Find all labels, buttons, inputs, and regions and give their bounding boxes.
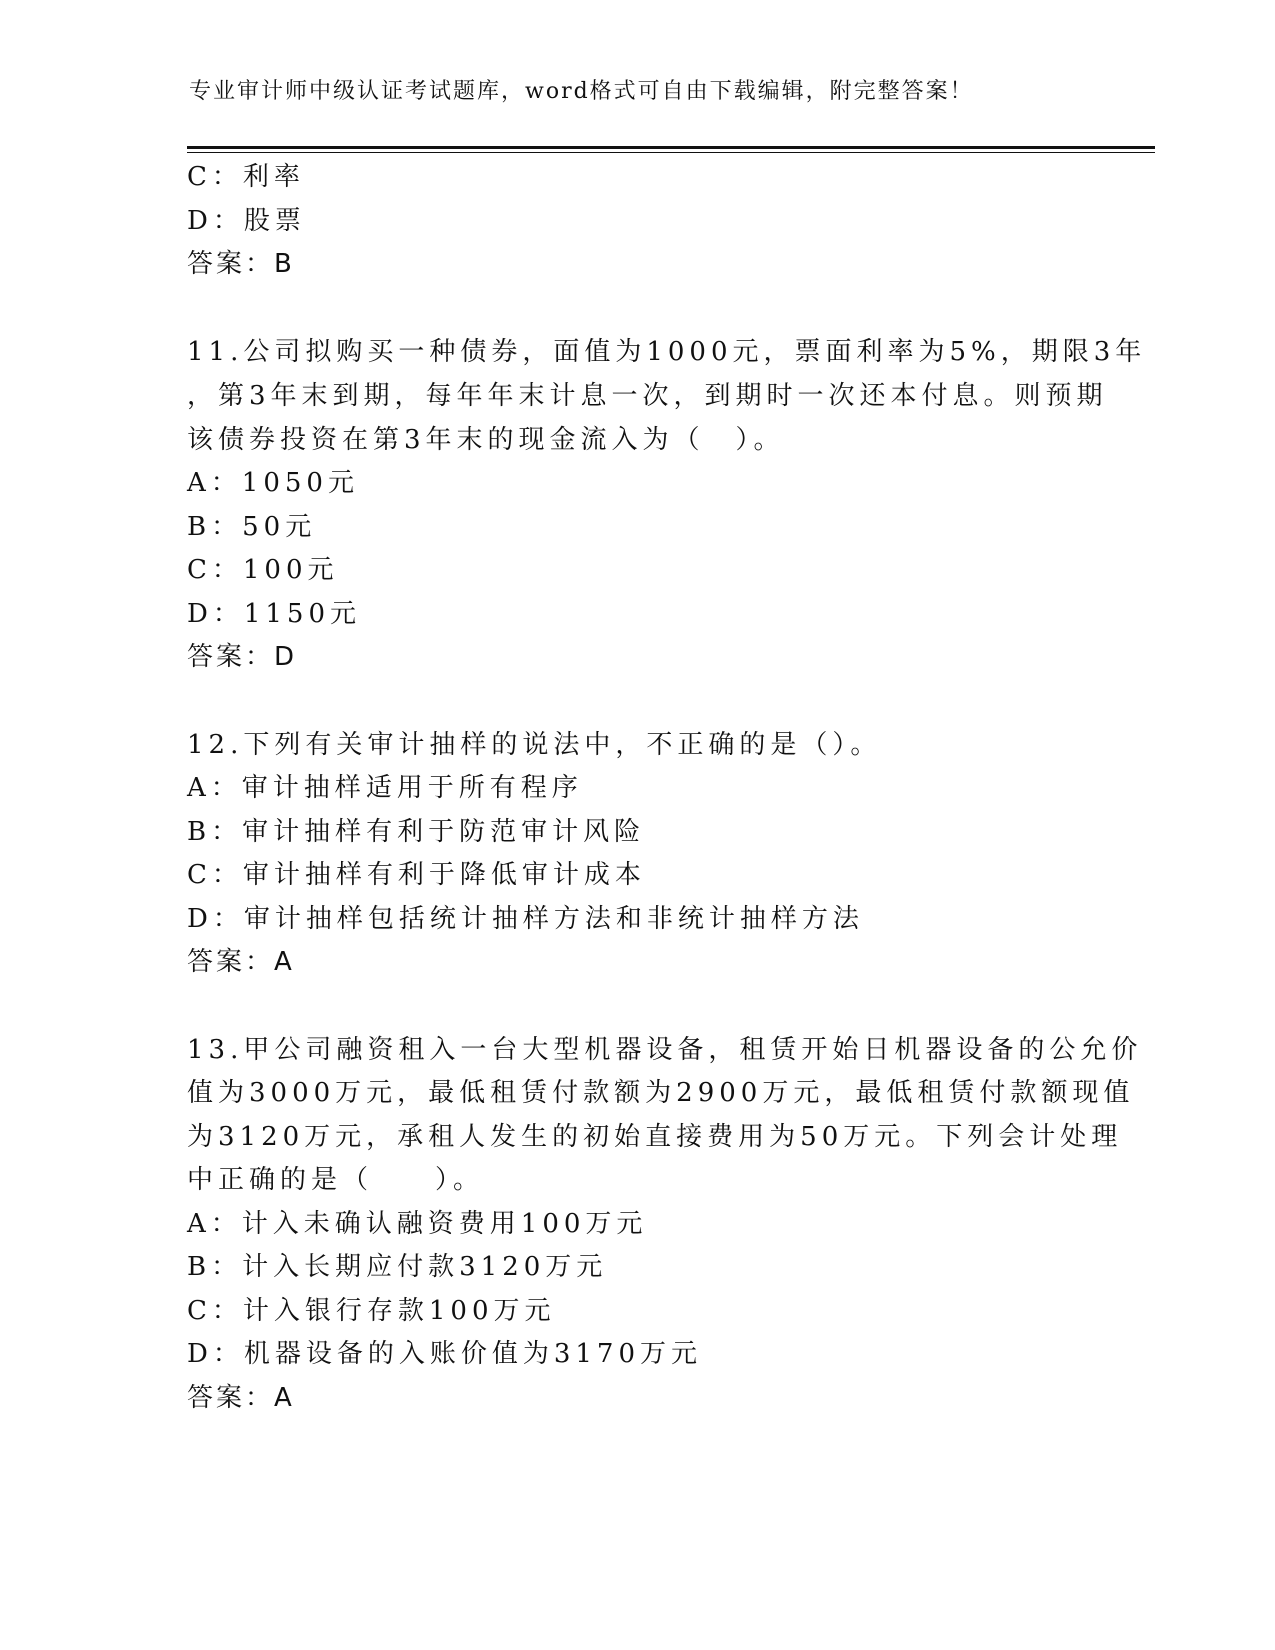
q11-option-b: B：50元: [187, 512, 317, 542]
q13-option-b: B：计入长期应付款3120万元: [187, 1252, 608, 1282]
prev-option-c: C：利率: [187, 162, 305, 192]
q11-stem-line-1: 11.公司拟购买一种债券，面值为1000元，票面利率为5%，期限3年: [187, 337, 1147, 367]
q13-stem-line-3: 为3120万元，承租人发生的初始直接费用为50万元。下列会计处理: [187, 1122, 1123, 1152]
q13-option-d: D：机器设备的入账价值为3170万元: [187, 1339, 703, 1369]
q12-option-a: A：审计抽样适用于所有程序: [187, 773, 583, 803]
q11-answer: 答案：D: [187, 642, 298, 672]
q11-stem-line-3: 该债券投资在第3年末的现金流入为（ ）。: [187, 425, 785, 455]
prev-option-d: D：股票: [187, 206, 306, 236]
q13-option-c: C：计入银行存款100万元: [187, 1296, 556, 1326]
q13-stem-line-4: 中正确的是（ ）。: [187, 1165, 485, 1195]
q11-option-c: C：100元: [187, 555, 339, 585]
q12-option-b: B：审计抽样有利于防范审计风险: [187, 817, 646, 847]
header-rule-thin: [187, 152, 1155, 153]
q12-option-d: D：审计抽样包括统计抽样方法和非统计抽样方法: [187, 904, 864, 934]
q13-option-a: A：计入未确认融资费用100万元: [187, 1209, 648, 1239]
q13-stem-line-2: 值为3000万元，最低租赁付款额为2900万元，最低租赁付款额现值: [187, 1078, 1135, 1108]
page-header: 专业审计师中级认证考试题库，word格式可自由下载编辑，附完整答案！: [189, 79, 974, 104]
q11-stem-line-2: ，第3年末到期，每年年末计息一次，到期时一次还本付息。则预期: [187, 381, 1108, 411]
header-rule-thick: [187, 146, 1155, 149]
q11-option-a: A：1050元: [187, 468, 359, 498]
prev-answer: 答案：B: [187, 249, 295, 279]
q13-stem-line-1: 13.甲公司融资租入一台大型机器设备，租赁开始日机器设备的公允价: [187, 1035, 1143, 1065]
q12-answer: 答案：A: [187, 947, 295, 977]
q12-stem-line-1: 12.下列有关审计抽样的说法中，不正确的是（）。: [187, 730, 882, 760]
q12-option-c: C：审计抽样有利于降低审计成本: [187, 860, 646, 890]
q11-option-d: D：1150元: [187, 599, 362, 629]
q13-answer: 答案：A: [187, 1383, 295, 1413]
